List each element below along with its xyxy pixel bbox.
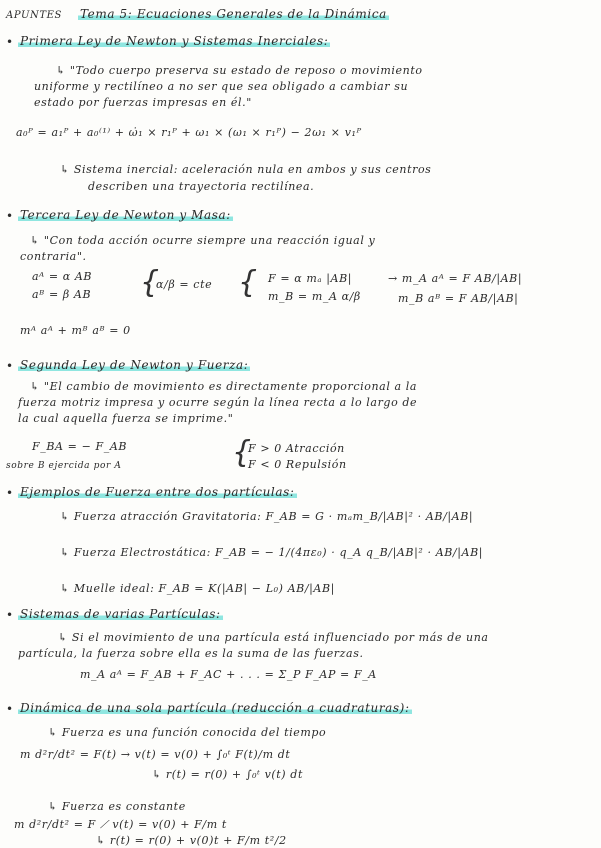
bullet: • (6, 702, 14, 716)
apuntes-label: APUNTES (6, 10, 62, 21)
equation: mᴬ aᴬ + mᴮ aᴮ = 0 (20, 324, 131, 337)
bullet: • (6, 359, 14, 373)
section-heading-4: Ejemplos de Fuerza entre dos partículas: (20, 485, 295, 499)
equation: aᴮ = β AB (32, 288, 92, 301)
equation: α/β = cte (156, 278, 213, 291)
quote-line: contraria". (20, 250, 87, 263)
note-line: describen una trayectoria rectilínea. (88, 180, 315, 193)
section-heading-3: Segunda Ley de Newton y Fuerza: (20, 358, 249, 372)
equation: m_B = m_A α/β (268, 290, 361, 303)
section-heading-1: Primera Ley de Newton y Sistemas Inerciales: (20, 34, 329, 48)
equation: F = α mₐ |AB| (268, 272, 353, 285)
text-line: partícula, la fuerza sobre ella es la suma de las fuerzas. (18, 647, 364, 660)
brace-icon: { (140, 265, 160, 300)
bullet: • (6, 486, 14, 500)
text-line: ↳ Fuerza es constante (48, 800, 186, 813)
equation: F_BA = − F_AB (32, 440, 128, 453)
equation: ↳ r(t) = r(0) + v(0)t + F/m t²/2 (96, 834, 287, 847)
equation: m d²r/dt² = F(t) → v(t) = v(0) + ∫₀ᵗ F(t)/m dt (20, 748, 291, 761)
section-heading-2: Tercera Ley de Newton y Masa: (20, 208, 231, 222)
condition-line: F > 0 Atracción (248, 442, 345, 455)
quote-line: estado por fuerzas impresas en él." (34, 96, 252, 109)
quote-line: ↳ "El cambio de movimiento es directamente proporcional a la (30, 380, 418, 393)
condition-line: F < 0 Repulsión (248, 458, 347, 471)
force-example: ↳ Fuerza atracción Gravitatoria: F_AB = G · mₐm_B/|AB|² · AB/|AB| (60, 510, 474, 523)
equation: ↳ r(t) = r(0) + ∫₀ᵗ v(t) dt (152, 768, 303, 781)
quote-line: uniforme y rectilíneo a no ser que sea obligado a cambiar su (34, 80, 409, 93)
brace-icon: { (232, 435, 252, 470)
equation: m_B aᴮ = F AB/|AB| (398, 292, 519, 305)
equation: aᴬ = α AB (32, 270, 93, 283)
brace-icon: { (238, 265, 258, 300)
page-title: Tema 5: Ecuaciones Generales de la Dinámica (80, 7, 387, 21)
equation: a₀ᴾ = a₁ᴾ + a₀⁽¹⁾ + ω̇₁ × r₁ᴾ + ω₁ × (ω₁ × r₁ᴾ) − 2ω₁ × v₁ᴾ (16, 126, 362, 139)
bullet: • (6, 209, 14, 223)
annotation: sobre B ejercida por A (6, 461, 122, 471)
note-line: ↳ Sistema inercial: aceleración nula en ambos y sus centros (60, 163, 432, 176)
force-example: ↳ Muelle ideal: F_AB = K(|AB| − L₀) AB/|AB| (60, 582, 335, 595)
equation: → m_A aᴬ = F AB/|AB| (388, 272, 523, 285)
section-heading-6: Dinámica de una sola partícula (reducción a cuadraturas): (20, 701, 410, 715)
equation: m_A aᴬ = F_AB + F_AC + . . . = Σ_P F_AP = F_A (80, 668, 377, 681)
text-line: ↳ Si el movimiento de una partícula está influenciado por más de una (58, 631, 489, 644)
quote-line: ↳ "Todo cuerpo preserva su estado de reposo o movimiento (56, 64, 423, 77)
force-example: ↳ Fuerza Electrostática: F_AB = − 1/(4πε₀) · q_A q_B/|AB|² · AB/|AB| (60, 546, 484, 559)
bullet: • (6, 608, 14, 622)
quote-line: ↳ "Con toda acción ocurre siempre una reacción igual y (30, 234, 376, 247)
equation: m d²r/dt² = F ⟋ v(t) = v(0) + F/m t (14, 818, 227, 831)
quote-line: la cual aquella fuerza se imprime." (18, 412, 234, 425)
quote-line: fuerza motriz impresa y ocurre según la línea recta a lo largo de (18, 396, 418, 409)
section-heading-5: Sistemas de varias Partículas: (20, 607, 221, 621)
text-line: ↳ Fuerza es una función conocida del tiempo (48, 726, 327, 739)
bullet: • (6, 35, 14, 49)
